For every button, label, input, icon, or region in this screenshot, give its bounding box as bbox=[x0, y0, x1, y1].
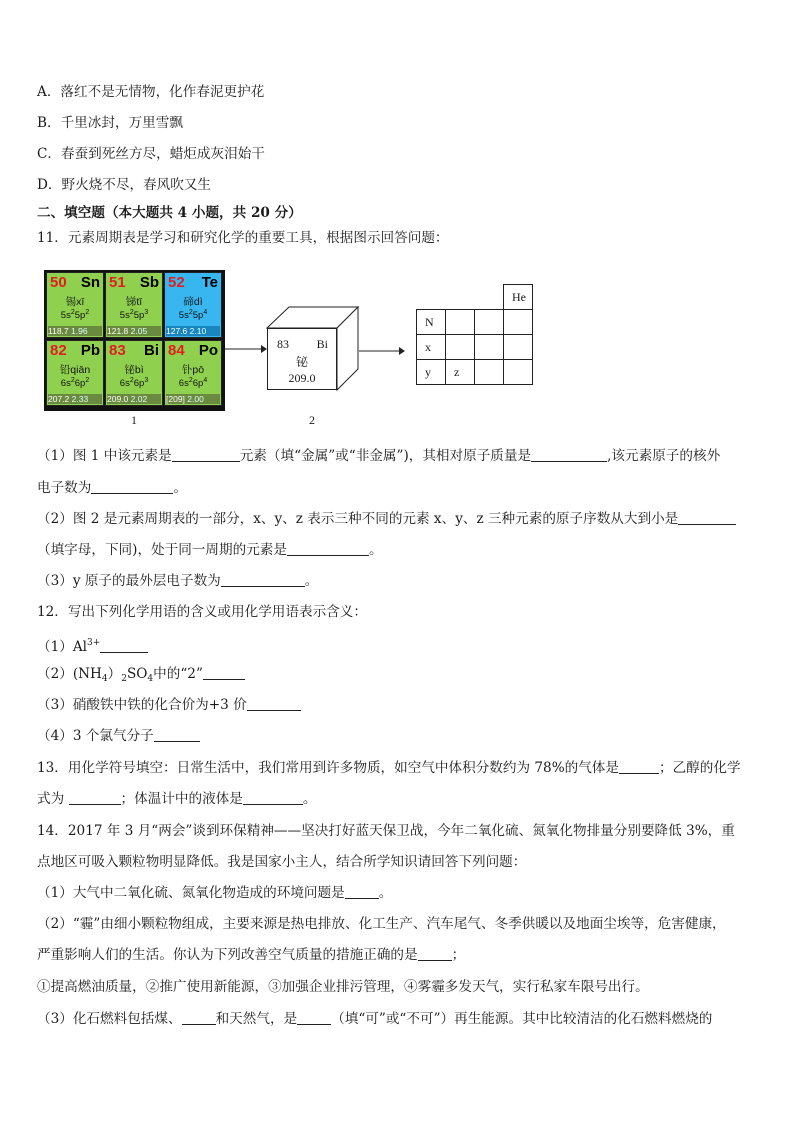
q11-part3 bbox=[37, 572, 318, 590]
element-name: 钋pō bbox=[181, 364, 205, 376]
q14-line5 bbox=[37, 946, 465, 964]
text: （2）图 2 是元素周期表的一部分，x、y、z 表示三种不同的元素 x、y、z 三种元素的原子序数从大到小是 bbox=[37, 511, 679, 527]
answer-blank[interactable] bbox=[172, 447, 240, 462]
electronegativity: 2.33 bbox=[71, 394, 89, 404]
q11-part1-line1 bbox=[37, 447, 720, 465]
atomic-number: 52 bbox=[168, 274, 185, 291]
q13-line2 bbox=[37, 790, 316, 808]
text: 。 bbox=[378, 885, 393, 901]
electronegativity: 1.96 bbox=[71, 326, 88, 336]
superscript: 2 bbox=[70, 309, 75, 316]
text: ；体温计中的液体是 bbox=[120, 791, 243, 807]
atomic-mass: 121.8 bbox=[107, 326, 129, 336]
grid-cell-z: z bbox=[446, 360, 475, 385]
figure-2-label: 2 bbox=[309, 413, 315, 427]
text: 。 bbox=[369, 542, 383, 558]
arrow-2 bbox=[359, 345, 405, 357]
q14-line1: 14．2017 年 3 月“两会”谈到环保精神——坚决打好蓝天保卫战，今年二氧化硫、氮氧化物排量分别要降低 3%，重 bbox=[37, 823, 735, 839]
superscript: 2 bbox=[129, 309, 134, 316]
grid-cell-n: N bbox=[417, 310, 446, 335]
option-c: C．春蚕到死丝方尽，蜡炬成灰泪始干 bbox=[37, 146, 265, 162]
superscript: 4 bbox=[203, 377, 208, 384]
element-symbol: Te bbox=[201, 274, 218, 291]
text: 5s bbox=[60, 310, 71, 321]
mass-row bbox=[166, 394, 220, 404]
electron-config bbox=[106, 377, 162, 389]
periodic-table-figure bbox=[44, 270, 225, 411]
text: （1）图 1 中该元素是 bbox=[37, 448, 172, 464]
text: 元素（填“金属”或“非金属”)，其相对原子质量是 bbox=[239, 448, 532, 464]
superscript: 2 bbox=[70, 377, 75, 384]
superscript: 3 bbox=[144, 377, 149, 384]
element-symbol: Sb bbox=[139, 274, 159, 291]
element-symbol: Pb bbox=[80, 342, 100, 359]
text: ；乙醇的化学 bbox=[659, 760, 741, 776]
answer-blank[interactable] bbox=[287, 541, 369, 556]
section-heading: 二、填空题（本大题共 4 小题，共 20 分） bbox=[37, 205, 302, 221]
element-mass: 209.0 bbox=[288, 371, 316, 385]
q14-line6: ①提高燃油质量，②推广使用新能源，③加强企业排污管理，④雾霾多发天气，实行私家车限号出行。 bbox=[37, 979, 649, 995]
text: 。 bbox=[304, 573, 319, 589]
text: ； bbox=[451, 947, 466, 963]
text: 中的“2” bbox=[153, 666, 203, 682]
element-name: 锑tī bbox=[125, 296, 143, 308]
element-name: 碲dì bbox=[183, 296, 203, 308]
text: ） bbox=[107, 666, 122, 682]
mass-row bbox=[166, 326, 220, 336]
atomic-number: 82 bbox=[50, 342, 67, 359]
element-name: 铅qiān bbox=[59, 364, 91, 376]
mass-row bbox=[107, 326, 161, 336]
answer-blank[interactable] bbox=[247, 696, 301, 711]
answer-blank[interactable] bbox=[243, 790, 303, 805]
option-a: A．落红不是无情物，化作春泥更护花 bbox=[37, 84, 265, 100]
atomic-number: 50 bbox=[50, 274, 67, 291]
subscript: 4 bbox=[147, 674, 154, 684]
answer-blank[interactable] bbox=[531, 447, 607, 462]
electronegativity: 2.10 bbox=[189, 326, 207, 336]
element-number: 83 bbox=[277, 337, 289, 351]
q12-part4 bbox=[37, 727, 200, 745]
subscript: 4 bbox=[101, 674, 108, 684]
atomic-mass: 207.2 bbox=[48, 394, 70, 404]
q11-part2-line2 bbox=[37, 541, 383, 559]
electron-config bbox=[165, 309, 221, 321]
text: 6s bbox=[119, 378, 130, 389]
mass-row bbox=[48, 394, 102, 404]
q14-line2: 点地区可吸入颗粒物明显降低。我是国家小主人，结合所学知识请回答下列问题： bbox=[37, 854, 527, 870]
superscript: 3 bbox=[144, 309, 149, 316]
answer-blank[interactable] bbox=[69, 790, 121, 805]
text: （填“可”或“不可”）再生能源。其中比较清洁的化石燃料燃烧的 bbox=[331, 1011, 713, 1027]
text: 5p bbox=[192, 310, 204, 321]
atomic-mass: [209] bbox=[166, 394, 185, 404]
text: （3）y 原子的最外层电子数为 bbox=[37, 573, 221, 589]
figure-1-label: 1 bbox=[131, 413, 137, 427]
q14-line7 bbox=[37, 1010, 712, 1028]
q14-line4: （2）“霾”由细小颗粒物组成，主要来源是热电排放、化工生产、汽车尾气、冬季供暖以及地面尘埃等，危害健康， bbox=[37, 916, 726, 932]
text: 。 bbox=[173, 480, 187, 496]
q12-part3 bbox=[37, 696, 301, 714]
superscript: 2 bbox=[85, 377, 90, 384]
superscript: 2 bbox=[129, 377, 134, 384]
text: ,该元素原子的核外 bbox=[607, 448, 721, 464]
text: （填字母，下同)，处于同一周期的元素是 bbox=[37, 542, 287, 558]
element-symbol: Sn bbox=[80, 274, 100, 291]
grid-cell-x: x bbox=[417, 335, 446, 360]
q11-part2-line1 bbox=[37, 510, 736, 528]
mass-row bbox=[107, 394, 161, 404]
text: 5p bbox=[74, 310, 86, 321]
grid-cell-y: y bbox=[417, 360, 446, 385]
text: SO bbox=[126, 666, 148, 682]
electronegativity: 2.05 bbox=[130, 326, 148, 336]
answer-blank[interactable] bbox=[91, 479, 173, 494]
element-symbol: Bi bbox=[144, 342, 159, 359]
text: （3）化石燃料包括煤、 bbox=[37, 1011, 182, 1027]
text: （1）大气中二氧化硫、氮氧化物造成的环境问题是 bbox=[37, 885, 345, 901]
grid-cell-he: He bbox=[504, 285, 533, 310]
electronegativity: 2.02 bbox=[130, 394, 148, 404]
answer-blank[interactable] bbox=[418, 946, 452, 961]
answer-blank[interactable] bbox=[619, 759, 659, 774]
q13-line1 bbox=[37, 759, 741, 777]
atomic-number: 51 bbox=[109, 274, 126, 291]
element-cell bbox=[46, 272, 104, 338]
answer-blank[interactable] bbox=[297, 1010, 331, 1025]
option-b: B．千里冰封，万里雪飘 bbox=[37, 115, 183, 131]
text: 6s bbox=[178, 378, 189, 389]
text: （3）硝酸铁中铁的化合价为+3 价 bbox=[37, 697, 247, 713]
element-cell bbox=[105, 272, 163, 338]
electron-config bbox=[47, 309, 103, 321]
q12-stem: 12．写出下列化学用语的含义或用化学用语表示含义： bbox=[37, 604, 367, 620]
electron-config bbox=[47, 377, 103, 389]
text: （4）3 个氯气分子 bbox=[37, 728, 154, 744]
atomic-mass: 209.0 bbox=[107, 394, 129, 404]
element-name: 铋 bbox=[295, 355, 308, 369]
element-symbol: Bi bbox=[316, 337, 328, 351]
text: 6p bbox=[192, 378, 204, 389]
superscript: 3+ bbox=[87, 638, 101, 648]
text: 5s bbox=[178, 310, 189, 321]
text: 13．用化学符号填空：日常生活中，我们常用到许多物质，如空气中体积分数约为 78%的气体是 bbox=[37, 760, 619, 776]
atomic-number: 83 bbox=[109, 342, 126, 359]
electron-config bbox=[106, 309, 162, 321]
element-name: 锡xī bbox=[65, 296, 85, 308]
answer-blank[interactable] bbox=[203, 665, 245, 680]
atomic-mass: 127.6 bbox=[166, 326, 188, 336]
element-symbol: Po bbox=[198, 342, 218, 359]
atomic-number: 84 bbox=[168, 342, 185, 359]
q11-stem: 11．元素周期表是学习和研究化学的重要工具，根据图示回答问题： bbox=[37, 230, 449, 246]
answer-blank[interactable] bbox=[182, 1010, 216, 1025]
superscript: 2 bbox=[188, 377, 193, 384]
text: （2）(NH bbox=[37, 666, 102, 682]
subscript: 2 bbox=[121, 674, 127, 684]
option-d: D．野火烧不尽，春风吹又生 bbox=[37, 177, 212, 193]
element-cell bbox=[105, 340, 163, 406]
superscript: 2 bbox=[188, 309, 193, 316]
text: 6p bbox=[74, 378, 86, 389]
text: 电子数为 bbox=[37, 480, 92, 496]
text: 式为 bbox=[37, 791, 69, 807]
answer-blank[interactable] bbox=[100, 638, 148, 653]
q12-part2 bbox=[37, 665, 245, 688]
answer-blank[interactable] bbox=[154, 727, 200, 742]
superscript: 4 bbox=[203, 309, 208, 316]
q14-line3 bbox=[37, 884, 392, 902]
text: 严重影响人们的生活。你认为下列改善空气质量的措施正确的是 bbox=[37, 947, 418, 963]
element-card bbox=[267, 328, 337, 390]
atomic-mass: 118.7 bbox=[48, 326, 69, 336]
text: 5p bbox=[133, 310, 145, 321]
text: 6s bbox=[60, 378, 71, 389]
element-cell bbox=[46, 340, 104, 406]
text: 。 bbox=[302, 791, 317, 807]
text: 6p bbox=[133, 378, 145, 389]
answer-blank[interactable] bbox=[345, 884, 379, 899]
electronegativity: 2.00 bbox=[187, 394, 204, 404]
text: 5s bbox=[119, 310, 130, 321]
electron-config bbox=[165, 377, 221, 389]
text: 和天然气，是 bbox=[215, 1011, 298, 1027]
element-cell bbox=[164, 340, 222, 406]
text: （1）Al bbox=[37, 639, 88, 655]
q12-part1 bbox=[37, 634, 148, 656]
arrow-1 bbox=[225, 343, 267, 355]
superscript: 2 bbox=[85, 309, 90, 316]
element-cell bbox=[164, 272, 222, 338]
element-name: 铋bì bbox=[124, 364, 144, 376]
answer-blank[interactable] bbox=[221, 572, 305, 587]
periodic-grid bbox=[416, 284, 533, 385]
answer-blank[interactable] bbox=[678, 510, 736, 525]
q11-part1-line2 bbox=[37, 479, 187, 497]
mass-row bbox=[48, 326, 102, 336]
